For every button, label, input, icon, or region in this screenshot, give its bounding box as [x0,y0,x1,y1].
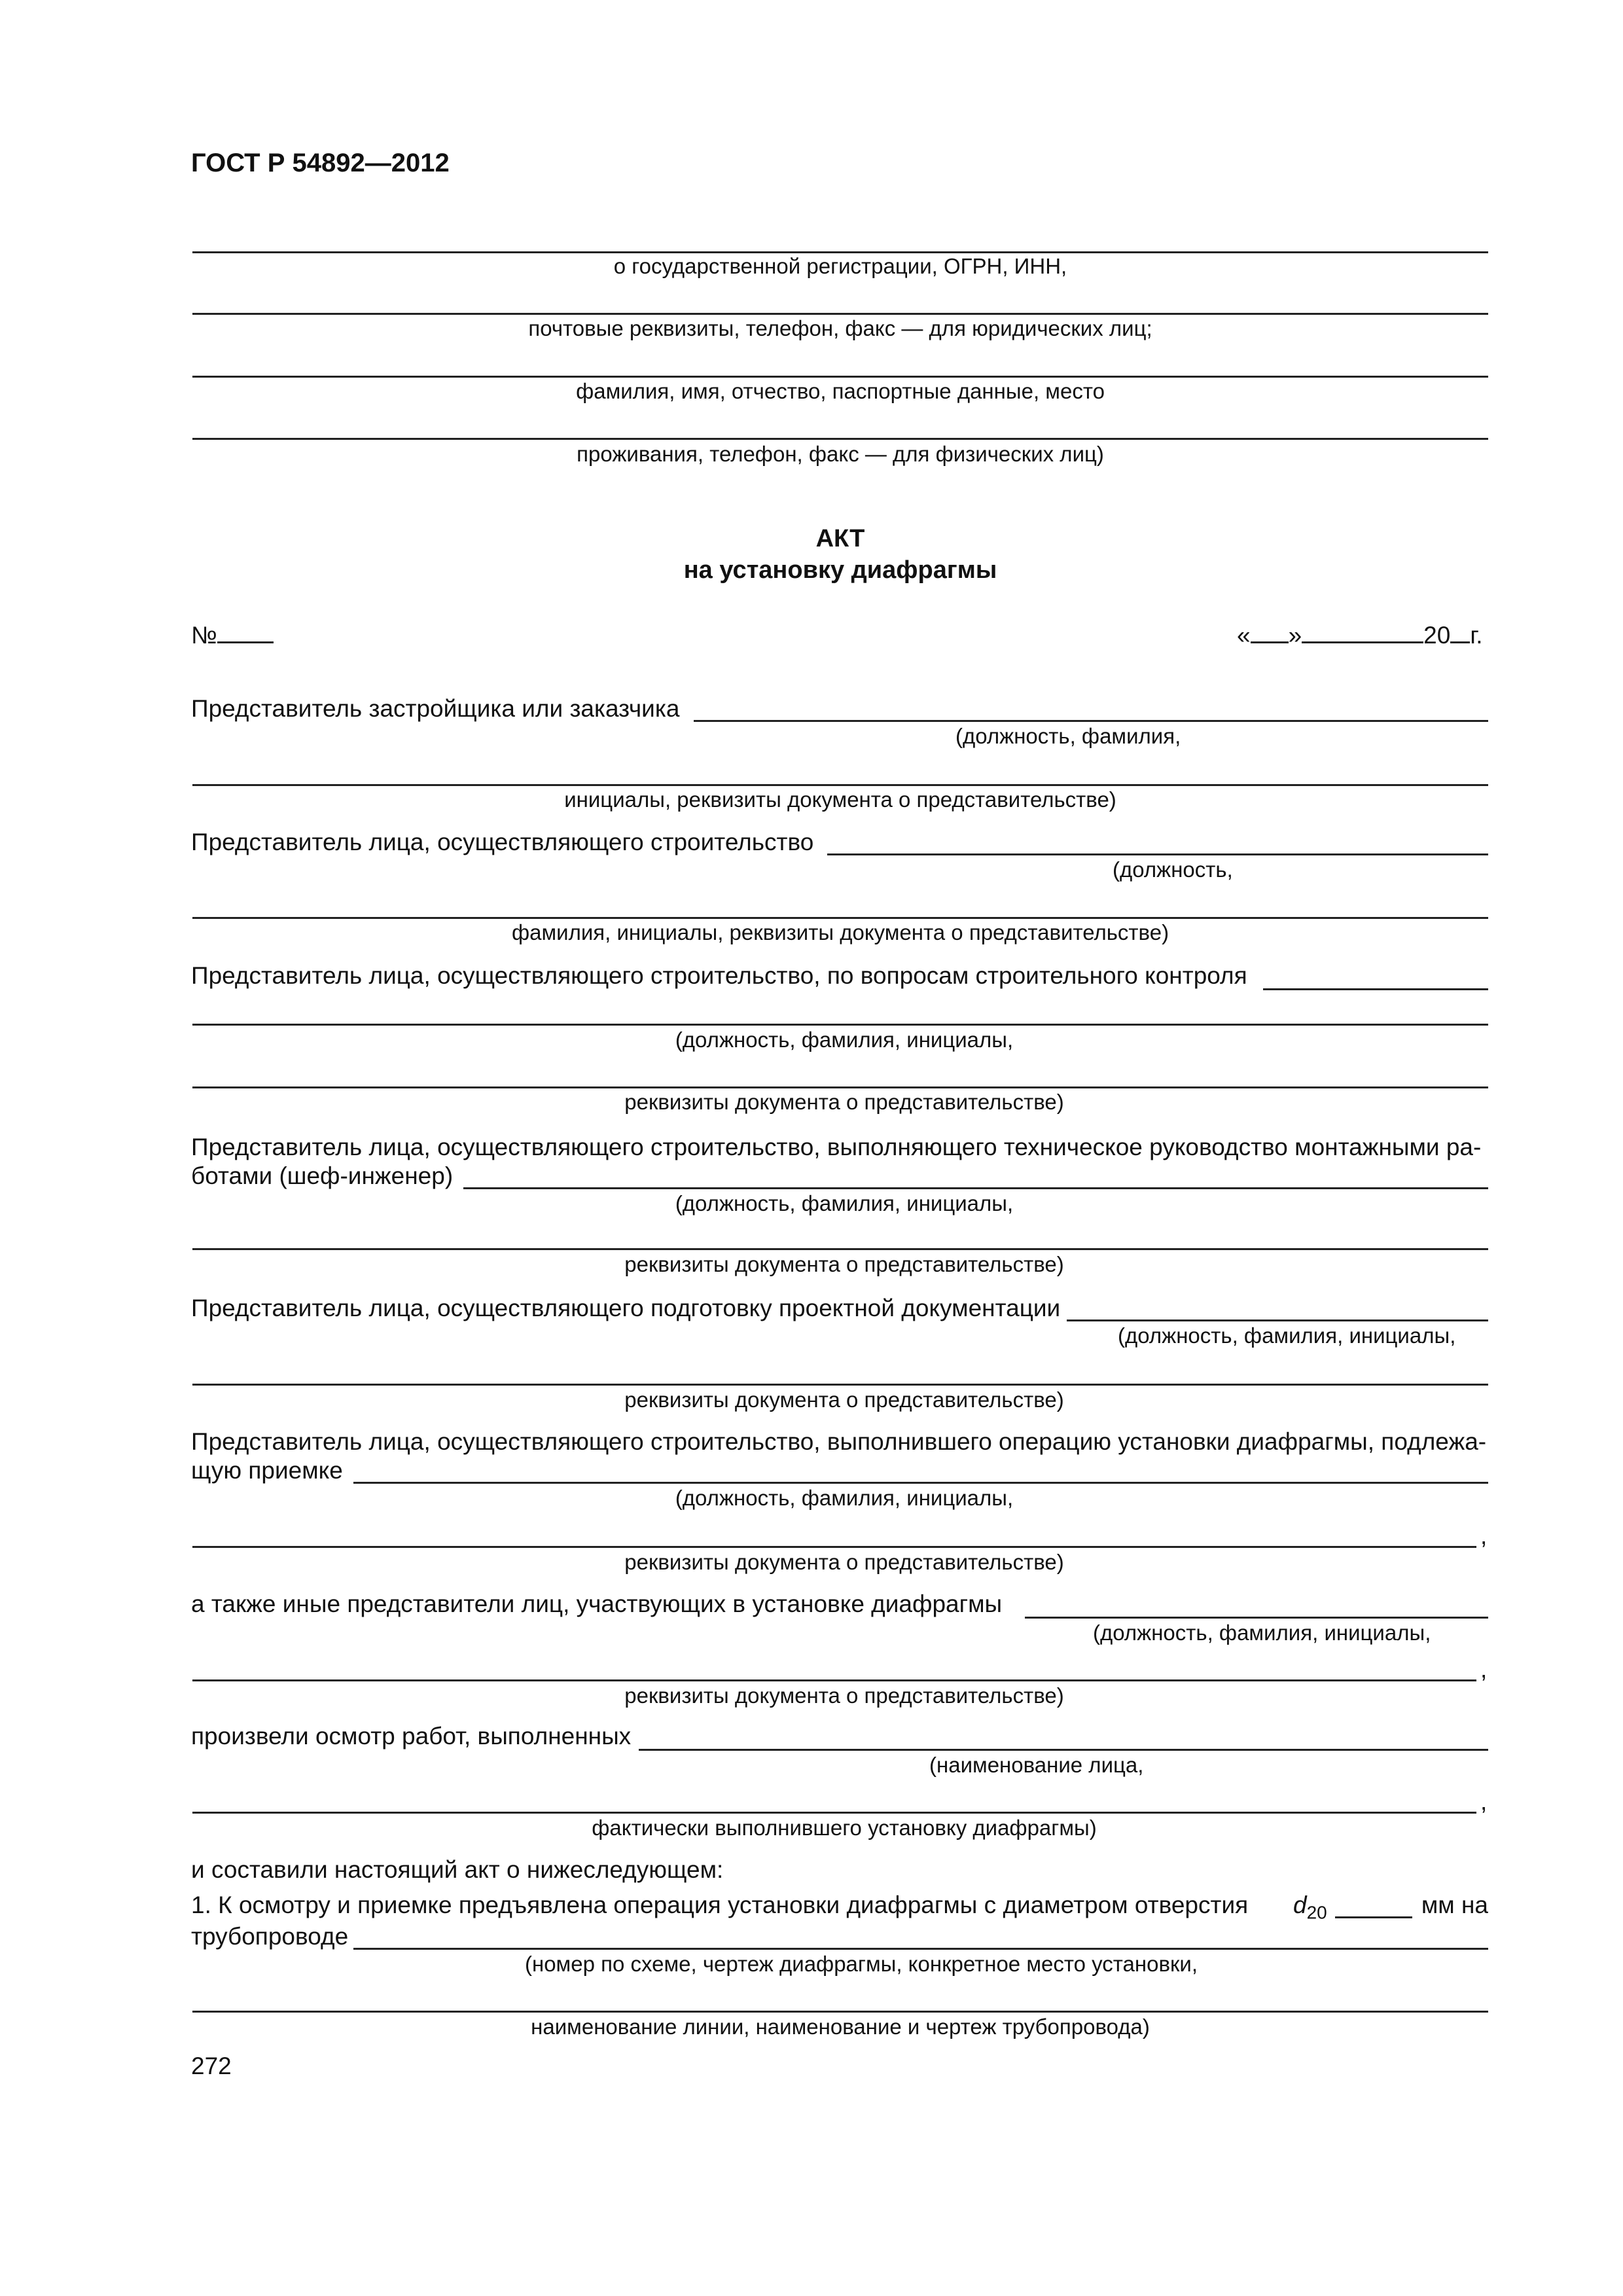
org-line-3 [192,376,1488,378]
document-code: ГОСТ Р 54892—2012 [191,149,450,177]
installer-comma: , [1480,1522,1488,1549]
inspection-label: произвели осмотр работ, выполненных [191,1723,632,1749]
design-caption-2: реквизиты документа о представительстве) [624,1388,1064,1412]
builder-label: Представитель лица, осуществляющего строительство [191,829,814,855]
developer-caption-2: инициалы, реквизиты документа о представительстве) [564,787,1116,812]
act-number [191,620,274,651]
date-close-quote: » [1288,622,1302,649]
month-blank[interactable] [1302,622,1423,643]
act-intro: и составили настоящий акт о нижеследующем: [191,1856,724,1883]
org-line-2 [192,313,1488,315]
year-blank[interactable] [1450,622,1470,643]
diameter-d: d [1293,1892,1307,1918]
control-caption-2: реквизиты документа о представительстве) [624,1090,1064,1114]
control-label: Представитель лица, осуществляющего строительство, по вопросам строительного контроля [191,962,1247,989]
design-line-2[interactable] [192,1384,1488,1386]
inspection-comma: , [1480,1788,1488,1815]
chief-engineer-line-2[interactable] [192,1248,1488,1250]
org-caption-1: о государственной регистрации, ОГРН, ИНН, [613,254,1067,278]
control-line-1[interactable] [1263,988,1488,990]
others-line-2[interactable] [192,1679,1476,1681]
control-caption-1: (должность, фамилия, инициалы, [675,1028,1014,1052]
installer-caption-2: реквизиты документа о представительстве) [624,1550,1064,1574]
others-comma: , [1480,1656,1488,1683]
others-caption-1: (должность, фамилия, инициалы, [1093,1621,1431,1645]
builder-caption-1: (должность, [1113,857,1233,882]
control-line-3[interactable] [192,1086,1488,1088]
others-line-1[interactable] [1025,1617,1488,1619]
inspection-line-2[interactable] [192,1812,1476,1814]
chief-engineer-line-1[interactable] [463,1187,1488,1189]
diameter-subscript: 20 [1306,1902,1327,1923]
installer-line-1[interactable] [353,1482,1488,1484]
org-caption-4: проживания, телефон, факс — для физических лиц) [577,442,1104,466]
pipeline-caption-1: (номер по схеме, чертеж диафрагмы, конкретное место установки, [524,1952,1198,1976]
inspection-caption-2: фактически выполнившего установку диафрагмы) [592,1816,1097,1840]
org-line-1 [192,251,1488,253]
org-caption-2: почтовые реквизиты, телефон, факс — для юридических лиц; [528,316,1152,340]
chief-engineer-label-1: Представитель лица, осуществляющего строительство, выполняющего техническое руководство монтажными ра- [191,1134,1482,1160]
org-caption-3: фамилия, имя, отчество, паспортные данные, место [576,379,1105,403]
builder-line-1[interactable] [827,853,1488,855]
pipeline-caption-2: наименование линии, наименование и чертеж трубопровода) [531,2015,1150,2039]
item-1-pipeline-label: трубопроводе [191,1923,349,1950]
diameter-symbol [1293,1890,1327,1928]
page-number: 272 [191,2053,232,2079]
others-label: а также иные представители лиц, участвующих в установке диафрагмы [191,1590,1003,1617]
developer-line-1[interactable] [694,720,1488,722]
installer-label-1: Представитель лица, осуществляющего строительство, выполнившего операцию установки диафрагмы, подлежа- [191,1428,1487,1455]
inspection-caption-1: (наименование лица, [929,1753,1144,1777]
builder-caption-2: фамилия, инициалы, реквизиты документа о представительстве) [511,920,1169,944]
number-sign: № [191,622,217,649]
year-suffix: г. [1470,622,1483,649]
installer-label-2: щую приемке [191,1457,343,1484]
number-blank[interactable] [217,622,274,643]
control-line-2[interactable] [192,1024,1488,1026]
design-line-1[interactable] [1067,1319,1488,1321]
org-line-4 [192,438,1488,440]
design-caption-1: (должность, фамилия, инициалы, [1118,1323,1456,1348]
others-caption-2: реквизиты документа о представительстве) [624,1683,1064,1708]
installer-caption-1: (должность, фамилия, инициалы, [675,1486,1014,1510]
year-prefix: 20 [1423,622,1451,649]
design-label: Представитель лица, осуществляющего подготовку проектной документации [191,1295,1061,1321]
developer-label: Представитель застройщика или заказчика [191,695,680,722]
developer-caption-1: (должность, фамилия, [955,724,1181,748]
chief-engineer-caption-1: (должность, фамилия, инициалы, [675,1191,1014,1215]
act-subtitle: на установку диафрагмы [683,556,997,584]
act-date [1237,620,1483,651]
chief-engineer-caption-2: реквизиты документа о представительстве) [624,1252,1064,1276]
pipeline-line-2[interactable] [192,2011,1488,2013]
builder-line-2[interactable] [192,917,1488,919]
diameter-blank[interactable] [1335,1916,1412,1918]
item-1-unit: мм на [1421,1892,1488,1918]
chief-engineer-label-2: ботами (шеф-инженер) [191,1162,454,1189]
day-blank[interactable] [1251,622,1289,643]
inspection-line-1[interactable] [639,1749,1488,1751]
pipeline-line-1[interactable] [353,1948,1488,1950]
date-open-quote: « [1237,622,1251,649]
developer-line-2[interactable] [192,784,1488,786]
installer-line-2[interactable] [192,1546,1476,1548]
item-1-text: 1. К осмотру и приемке предъявлена операция установки диафрагмы с диаметром отверстия [191,1892,1249,1918]
act-title: АКТ [815,525,865,552]
